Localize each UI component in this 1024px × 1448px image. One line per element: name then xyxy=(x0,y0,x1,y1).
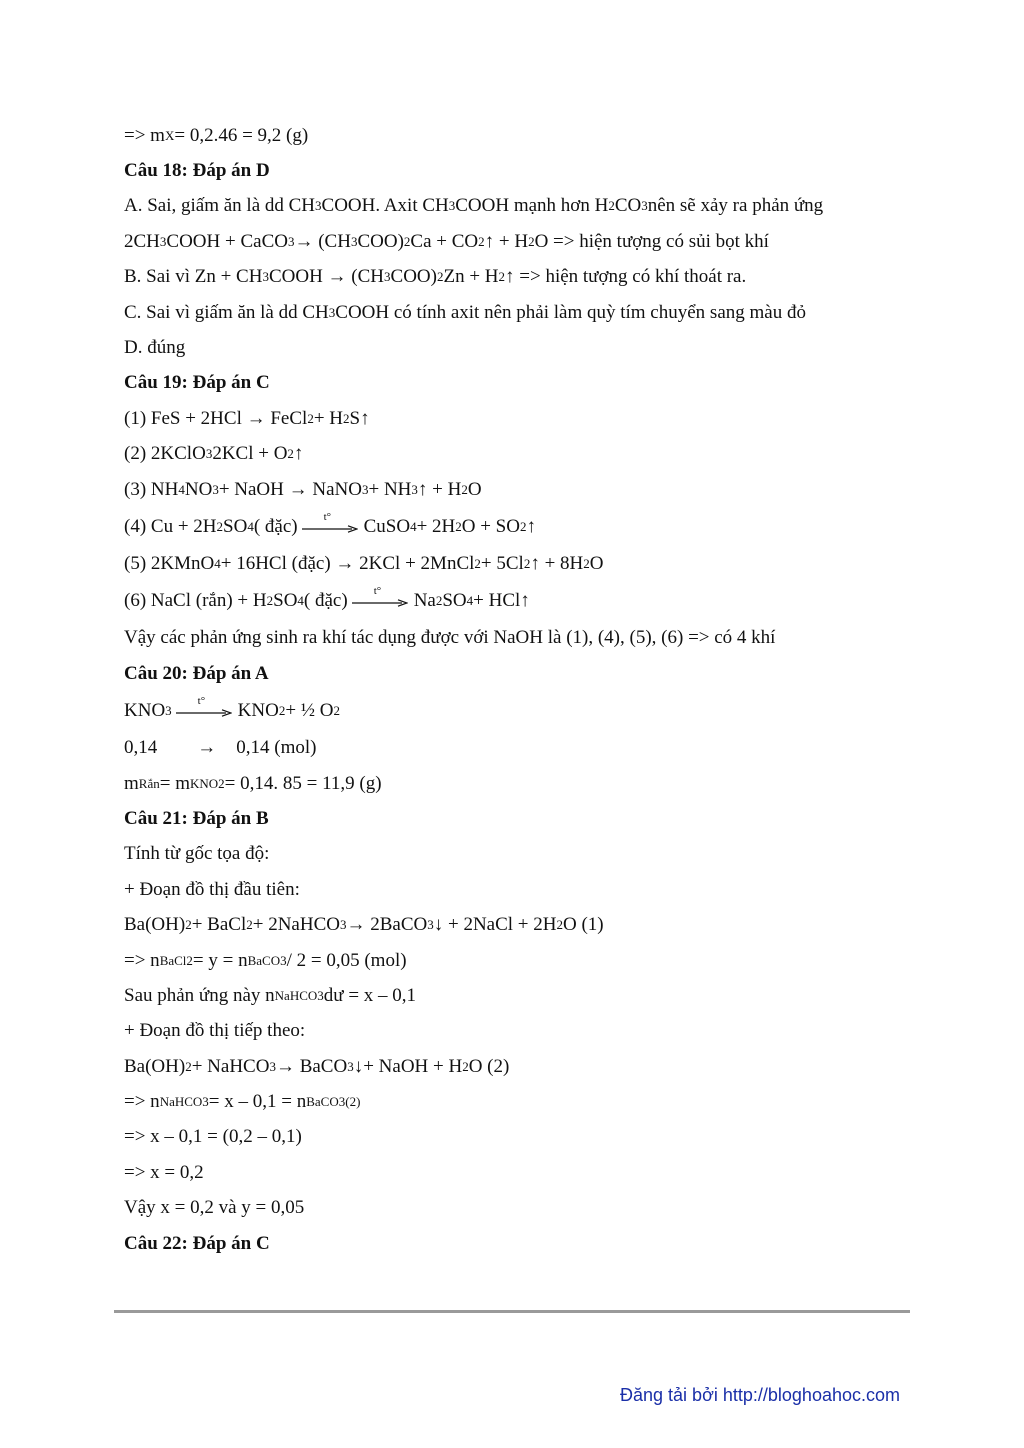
heat-arrow-icon: t° xyxy=(352,589,408,613)
reaction-line: (6) NaCl (rắn) + H 2 SO 4 ( đặc) t° Na 2 SO 4 + HCl↑ xyxy=(124,585,530,612)
reaction-line: (2) 2KClO 3 2KCl + O 2 ↑ xyxy=(124,443,304,465)
text-line: A. Sai, giấm ăn là dd CH 3 COOH. Axit CH 3 COOH mạnh hơn H 2 CO 3 nên sẽ xảy ra phản ứng xyxy=(124,195,824,217)
text-line: Tính từ gốc tọa độ: xyxy=(124,843,270,865)
text-line: => m X = 0,2.46 = 9,2 (g) xyxy=(124,124,309,146)
text-line: => x – 0,1 = (0,2 – 0,1) xyxy=(124,1126,302,1148)
reaction-line: (5) 2KMnO 4 + 16HCl (đặc) → 2KCl + 2MnCl 2 + 5Cl 2 ↑ + 8H 2 O xyxy=(124,552,604,574)
text-line: + Đoạn đồ thị đầu tiên: xyxy=(124,878,300,900)
text-line: Sau phản ứng này n NaHCO3 dư = x – 0,1 xyxy=(124,984,417,1006)
footer-divider xyxy=(114,1310,910,1313)
heat-arrow-icon: t° xyxy=(176,699,232,723)
footer-credit-link[interactable]: Đăng tải bởi http://bloghoahoc.com xyxy=(620,1385,900,1405)
text-line: => n BaCl2 = y = n BaCO3 / 2 = 0,05 (mol) xyxy=(124,949,407,971)
question-heading: Câu 22: Đáp án C xyxy=(124,1232,270,1254)
reaction-line: (3) NH 4 NO 3 + NaOH → NaNO 3 + NH 3 ↑ + H 2 O xyxy=(124,478,482,500)
document-body xyxy=(124,118,914,1261)
text-line: B. Sai vì Zn + CH 3 COOH → (CH 3 COO) 2 Zn + H 2 ↑ => hiện tượng có khí thoát ra. xyxy=(124,266,747,288)
text-line: Vậy x = 0,2 và y = 0,05 xyxy=(124,1197,305,1219)
text-line: 0,14 → 0,14 (mol) xyxy=(124,737,317,759)
text-line: => x = 0,2 xyxy=(124,1161,204,1183)
text-line: Vậy các phản ứng sinh ra khí tác dụng được với NaOH là (1), (4), (5), (6) => có 4 khí xyxy=(124,627,776,649)
text-line: + Đoạn đồ thị tiếp theo: xyxy=(124,1020,306,1042)
text-line: m Rắn = m KNO2 = 0,14. 85 = 11,9 (g) xyxy=(124,772,382,794)
reaction-line: Ba(OH) 2 + BaCl 2 + 2NaHCO 3 → 2BaCO 3 ↓ + 2NaCl + 2H 2 O (1) xyxy=(124,914,604,936)
question-heading: Câu 18: Đáp án D xyxy=(124,160,270,182)
reaction-line: (4) Cu + 2H 2 SO 4 ( đặc) t° CuSO 4 + 2H 2 O + SO 2 ↑ xyxy=(124,510,536,537)
text-line: D. đúng xyxy=(124,337,186,359)
text-line: 2CH 3 COOH + CaCO 3 → (CH 3 COO) 2 Ca + CO 2 ↑ + H 2 O => hiện tượng có sủi bọt khí xyxy=(124,230,769,252)
reaction-line: KNO 3 t° KNO 2 + ½ O 2 xyxy=(124,694,341,721)
reaction-line: Ba(OH) 2 + NaHCO 3 → BaCO 3 ↓+ NaOH + H 2 O (2) xyxy=(124,1055,510,1077)
question-heading: Câu 20: Đáp án A xyxy=(124,662,269,684)
heat-arrow-icon: t° xyxy=(302,515,358,539)
text-line: C. Sai vì giấm ăn là dd CH 3 COOH có tính axit nên phải làm quỳ tím chuyển sang màu đỏ xyxy=(124,301,806,323)
question-heading: Câu 19: Đáp án C xyxy=(124,372,270,394)
text-line: => n NaHCO3 = x – 0,1 = n BaCO3(2) xyxy=(124,1091,361,1113)
reaction-line: (1) FeS + 2HCl → FeCl 2 + H 2 S↑ xyxy=(124,407,370,429)
question-heading: Câu 21: Đáp án B xyxy=(124,807,269,829)
